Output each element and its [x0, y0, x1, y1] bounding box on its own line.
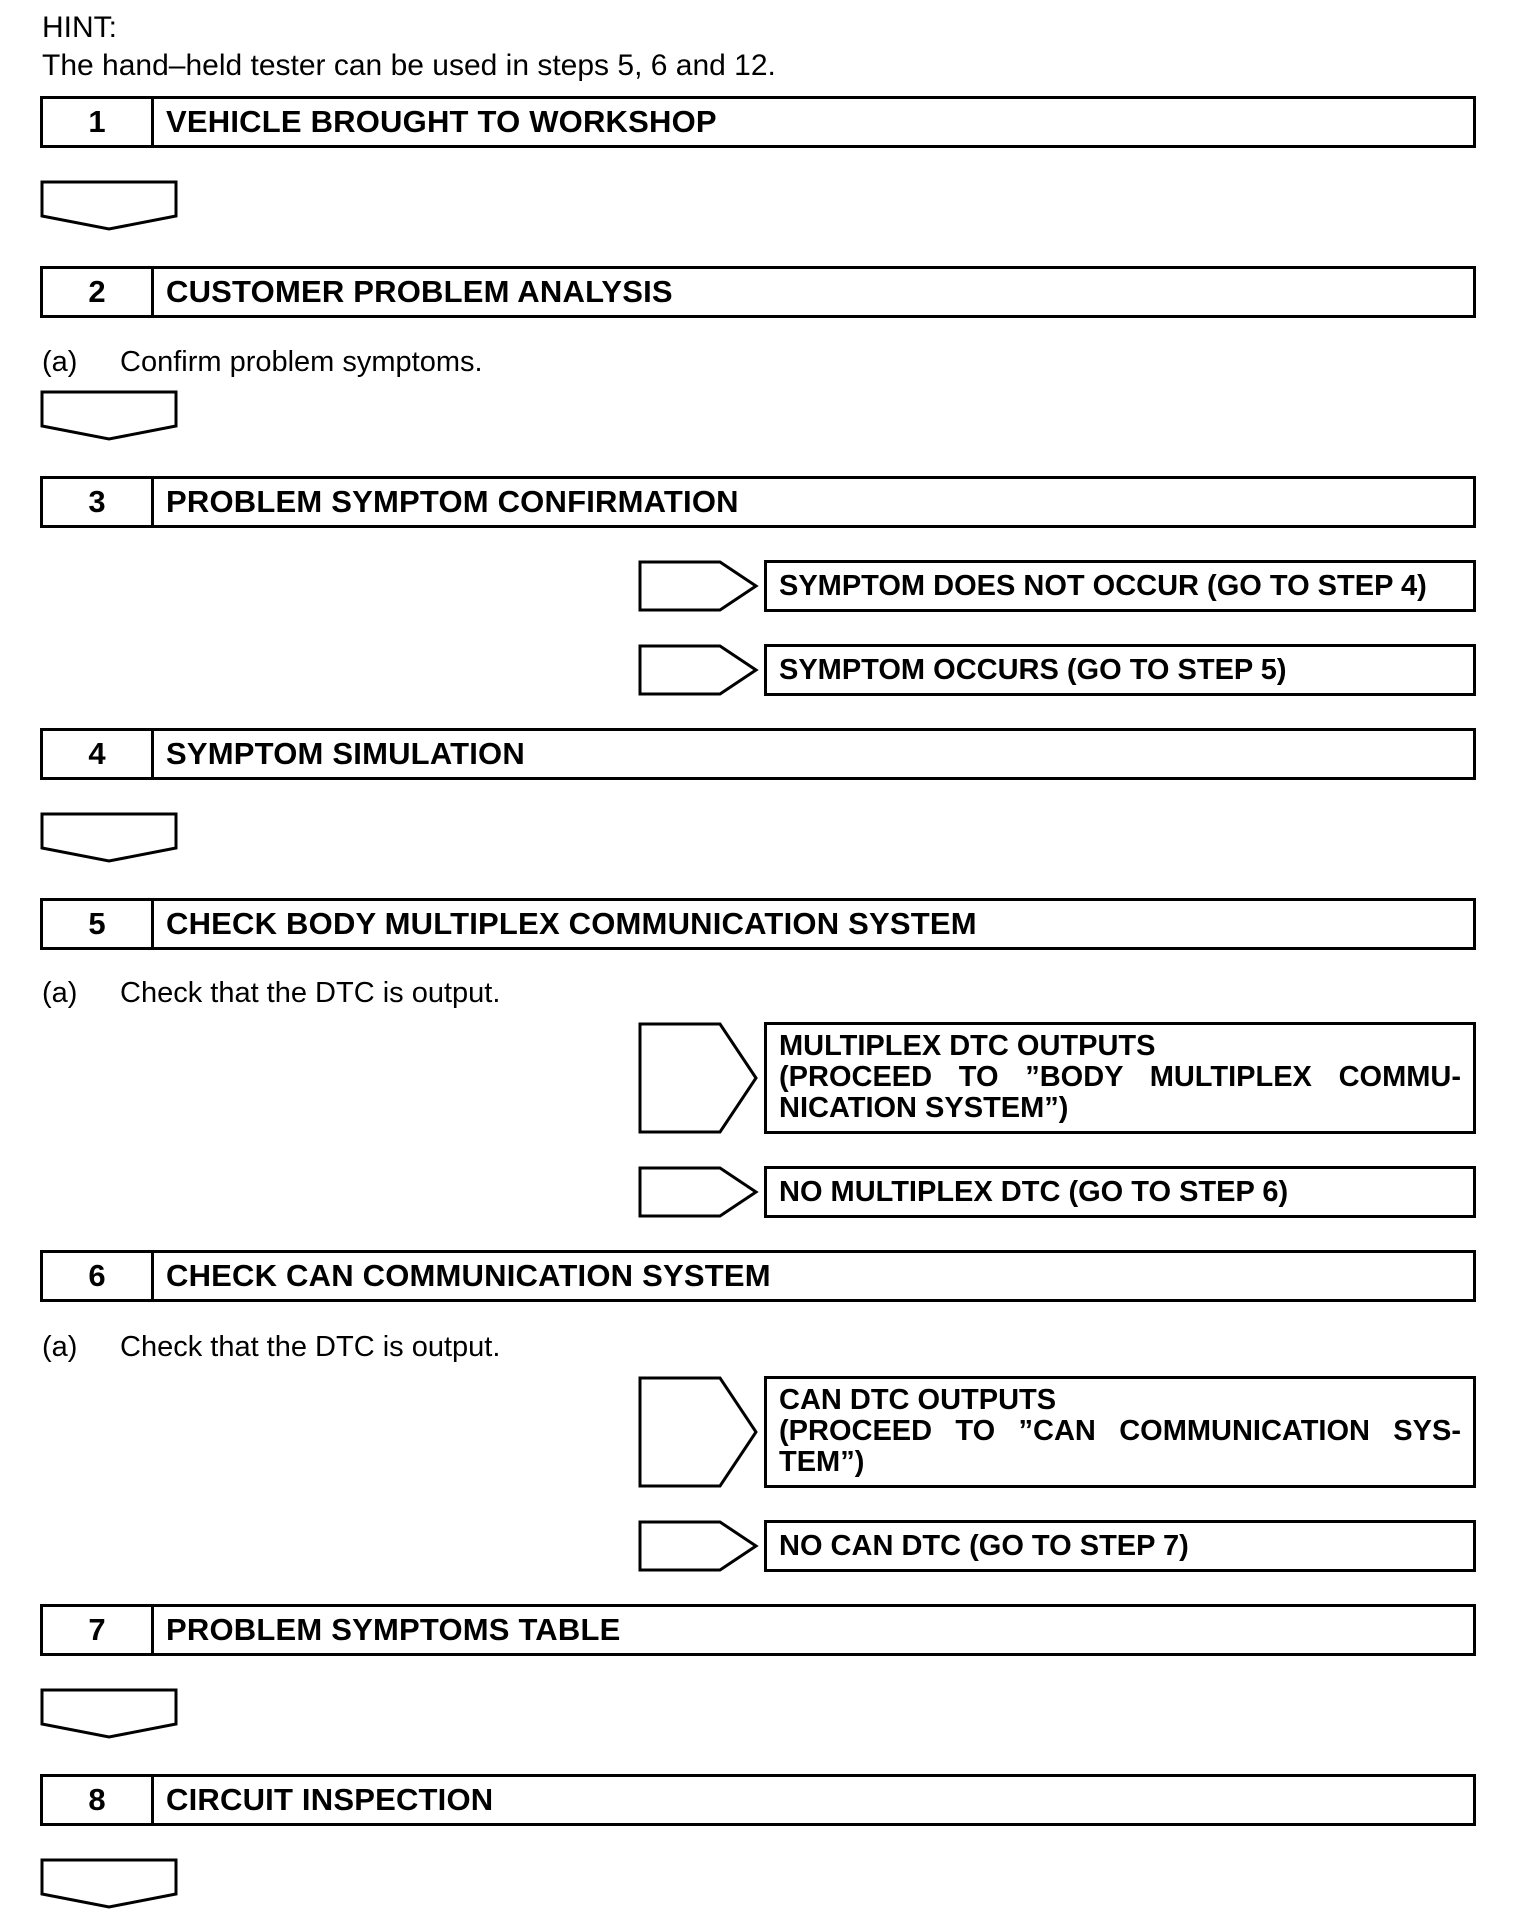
step-title: CHECK BODY MULTIPLEX COMMUNICATION SYSTEM	[166, 906, 977, 941]
right-arrow-icon	[638, 644, 760, 696]
result-multiplex-dtc-outputs	[764, 1022, 1476, 1134]
result-line: NICATION SYSTEM”)	[779, 1092, 1069, 1124]
step-title: CHECK CAN COMMUNICATION SYSTEM	[166, 1258, 771, 1293]
step-title: VEHICLE BROUGHT TO WORKSHOP	[166, 104, 717, 139]
instruction-label: (a)	[42, 1331, 78, 1363]
step-7-header	[40, 1604, 1476, 1656]
hint-text: The hand–held tester can be used in steps 5, 6 and 12.	[42, 49, 776, 82]
step-number: 6	[43, 1253, 154, 1299]
step-5-header	[40, 898, 1476, 950]
instruction-label: (a)	[42, 346, 78, 378]
step-number: 7	[43, 1607, 154, 1653]
step-1-header	[40, 96, 1476, 148]
step-8-header	[40, 1774, 1476, 1826]
result-line: (PROCEED TO ”BODY MULTIPLEX COMMU-	[779, 1061, 1461, 1093]
result-line: (PROCEED TO ”CAN COMMUNICATION SYS-	[779, 1415, 1461, 1447]
step-number: 1	[43, 99, 154, 145]
step-number: 4	[43, 731, 154, 777]
step-2-header	[40, 266, 1476, 318]
step-number: 8	[43, 1777, 154, 1823]
instruction-label: (a)	[42, 977, 78, 1009]
instruction-text: Check that the DTC is output.	[120, 1331, 501, 1363]
hint-label: HINT:	[42, 11, 117, 44]
step-3-header	[40, 476, 1476, 528]
right-arrow-icon	[638, 1022, 760, 1134]
down-arrow-icon	[40, 180, 178, 232]
step-title: SYMPTOM SIMULATION	[166, 736, 525, 771]
down-arrow-icon	[40, 390, 178, 442]
result-can-dtc-outputs	[764, 1376, 1476, 1488]
step-number: 2	[43, 269, 154, 315]
result-line: CAN DTC OUTPUTS	[779, 1384, 1057, 1416]
instruction-text: Check that the DTC is output.	[120, 977, 501, 1009]
step-5-instruction	[42, 976, 500, 1010]
step-6-header	[40, 1250, 1476, 1302]
step-4-header	[40, 728, 1476, 780]
result-no-multiplex-dtc: NO MULTIPLEX DTC (GO TO STEP 6)	[764, 1166, 1476, 1218]
step-number: 5	[43, 901, 154, 947]
step-title: CIRCUIT INSPECTION	[166, 1782, 494, 1817]
step-title: PROBLEM SYMPTOM CONFIRMATION	[166, 484, 739, 519]
right-arrow-icon	[638, 1520, 760, 1572]
result-line: TEM”)	[779, 1446, 865, 1478]
step-title: CUSTOMER PROBLEM ANALYSIS	[166, 274, 673, 309]
result-symptom-does-not-occur: SYMPTOM DOES NOT OCCUR (GO TO STEP 4)	[764, 560, 1476, 612]
down-arrow-icon	[40, 1858, 178, 1910]
right-arrow-icon	[638, 1166, 760, 1218]
step-number: 3	[43, 479, 154, 525]
result-line: MULTIPLEX DTC OUTPUTS	[779, 1030, 1156, 1062]
step-6-instruction	[42, 1330, 500, 1364]
down-arrow-icon	[40, 812, 178, 864]
step-title: PROBLEM SYMPTOMS TABLE	[166, 1612, 621, 1647]
result-symptom-occurs: SYMPTOM OCCURS (GO TO STEP 5)	[764, 644, 1476, 696]
right-arrow-icon	[638, 560, 760, 612]
right-arrow-icon	[638, 1376, 760, 1488]
result-no-can-dtc: NO CAN DTC (GO TO STEP 7)	[764, 1520, 1476, 1572]
down-arrow-icon	[40, 1688, 178, 1740]
step-2-instruction	[42, 345, 483, 379]
instruction-text: Confirm problem symptoms.	[120, 346, 483, 378]
